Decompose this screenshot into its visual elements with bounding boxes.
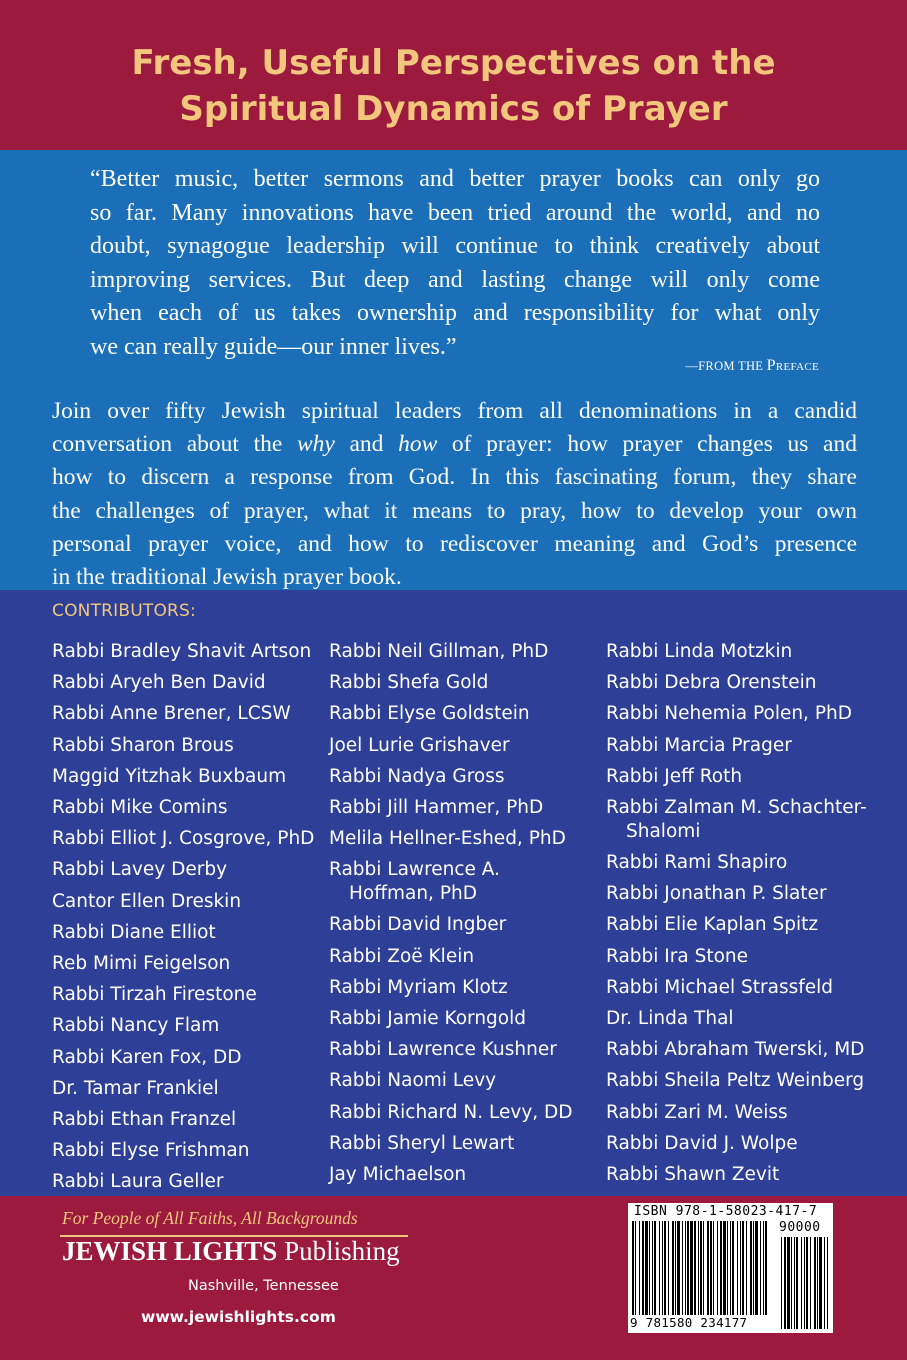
quote-line: when each of us takes ownership and responsibility for what only	[90, 300, 820, 326]
headline-line-2: Spiritual Dynamics of Prayer	[179, 89, 728, 129]
contributor-name: Rabbi Elyse Frishman	[52, 1140, 250, 1162]
contributor-name: Rabbi Lavey Derby	[52, 859, 228, 881]
quote-line: so far. Many innovations have been tried around the world, and no	[90, 199, 820, 226]
contributor-name: Rabbi Nancy Flam	[52, 1015, 220, 1037]
contributor-name: Rabbi Shefa Gold	[329, 672, 489, 694]
preface-quote	[90, 163, 820, 364]
contributor-name: Rabbi Karen Fox, DD	[52, 1046, 242, 1068]
contributor-name-wrapped	[606, 792, 886, 847]
contributor-name: Rabbi Sharon Brous	[52, 734, 234, 756]
contributor-name: Rabbi Lawrence Kushner	[329, 1039, 557, 1061]
headline-line-1: Fresh, Useful Perspectives on the	[131, 43, 776, 83]
attribution-source: Preface	[766, 357, 819, 374]
contributors-column-2	[329, 636, 609, 1190]
contributor-name: Rabbi Jamie Korngold	[329, 1008, 526, 1030]
description-line: in the traditional Jewish prayer book.	[52, 564, 402, 591]
publisher-suffix: Publishing	[277, 1236, 400, 1266]
contributor-name: Rabbi Nadya Gross	[329, 765, 505, 787]
contributor-name: Rabbi Zoë Klein	[329, 945, 475, 967]
contributor-name: Rabbi Abraham Twerski, MD	[606, 1039, 865, 1061]
contributor-name-second-line: Shalomi	[626, 821, 701, 843]
description-emphasis-why: why	[296, 431, 335, 458]
contributor-name: Jay Michaelson	[329, 1164, 467, 1186]
contributor-name: Melila Hellner-Eshed, PhD	[329, 828, 566, 850]
contributor-name: Dr. Tamar Frankiel	[52, 1077, 219, 1099]
description-text: of prayer: how prayer changes us and	[437, 431, 857, 458]
contributor-name: Maggid Yitzhak Buxbaum	[52, 765, 287, 787]
description-line: the challenges of prayer, what it means to pray, how to develop your own	[52, 497, 857, 524]
contributor-name: Rabbi Shawn Zevit	[606, 1164, 780, 1186]
description-text: and	[334, 431, 399, 458]
contributor-name: Rabbi Mike Comins	[52, 797, 228, 819]
quote-line: “Better music, better sermons and better prayer books can only go	[90, 166, 820, 192]
contributor-name: Reb Mimi Feigelson	[52, 953, 231, 975]
contributor-name: Rabbi Neil Gillman, PhD	[329, 641, 549, 662]
contributor-name-wrapped	[329, 854, 609, 909]
isbn-number: ISBN 978-1-58023-417-7	[634, 1204, 818, 1219]
contributor-name: Rabbi Jill Hammer, PhD	[329, 797, 544, 819]
quote-line: we can really guide—our inner lives.”	[90, 333, 457, 360]
attribution-prefix: —FROM THE	[685, 359, 767, 373]
description-text: conversation about the	[52, 431, 297, 458]
barcode-digits: 9 781580 234177	[630, 1315, 748, 1330]
publisher-brand: JEWISH LIGHTS	[62, 1236, 278, 1266]
contributor-name: Rabbi Ira Stone	[606, 945, 748, 967]
contributor-name: Cantor Ellen Dreskin	[52, 890, 242, 912]
contributor-name-first-line: Rabbi Zalman M. Schachter-	[606, 797, 867, 819]
description-line: Join over fifty Jewish spiritual leaders from all denominations in a candid	[52, 398, 857, 424]
publisher-name	[62, 1236, 400, 1267]
description-line: personal prayer voice, and how to rediscover meaning and God’s presence	[52, 530, 857, 557]
contributor-name: Joel Lurie Grishaver	[329, 734, 510, 756]
contributor-name: Rabbi Myriam Klotz	[329, 976, 508, 998]
contributors-column-1	[52, 636, 332, 1198]
cover-headline	[0, 40, 907, 132]
quote-attribution	[685, 357, 819, 375]
contributor-name: Rabbi Elie Kaplan Spitz	[606, 914, 819, 936]
contributor-name: Rabbi Elyse Goldstein	[329, 703, 530, 725]
contributor-name-first-line: Rabbi Lawrence A.	[329, 859, 501, 881]
contributor-name: Rabbi David Ingber	[329, 914, 507, 936]
contributor-name: Rabbi Tirzah Firestone	[52, 984, 257, 1006]
description-line	[52, 428, 857, 461]
description-line: how to discern a response from God. In this fascinating forum, they share	[52, 464, 857, 491]
contributor-name: Rabbi Naomi Levy	[329, 1070, 497, 1092]
contributor-name: Rabbi Sheryl Lewart	[329, 1132, 515, 1154]
publisher-tagline: For People of All Faiths, All Backgrounds	[62, 1208, 358, 1228]
contributor-name: Rabbi Bradley Shavit Artson	[52, 641, 312, 662]
contributor-name: Rabbi Laura Geller	[52, 1171, 224, 1193]
contributor-name: Rabbi Linda Motzkin	[606, 641, 793, 662]
contributor-name-second-line: Hoffman, PhD	[349, 883, 477, 905]
contributors-heading: CONTRIBUTORS:	[52, 601, 196, 621]
contributor-name: Rabbi Zari M. Weiss	[606, 1101, 788, 1123]
contributor-name: Rabbi Michael Strassfeld	[606, 976, 834, 998]
contributor-name: Rabbi David J. Wolpe	[606, 1132, 798, 1154]
publisher-city: Nashville, Tennessee	[188, 1278, 339, 1294]
contributor-name: Rabbi Ethan Franzel	[52, 1109, 237, 1131]
contributor-name: Rabbi Jeff Roth	[606, 765, 743, 787]
contributor-name: Rabbi Anne Brener, LCSW	[52, 703, 291, 725]
contributors-column-3	[606, 636, 886, 1190]
quote-line: improving services. But deep and lasting change will only come	[90, 266, 820, 293]
book-description	[52, 395, 857, 594]
publisher-website[interactable]: www.jewishlights.com	[141, 1308, 336, 1326]
barcode-bars	[628, 1203, 833, 1333]
contributor-name: Rabbi Nehemia Polen, PhD	[606, 703, 852, 725]
contributor-name: Rabbi Elliot J. Cosgrove, PhD	[52, 828, 315, 850]
contributor-name: Rabbi Richard N. Levy, DD	[329, 1101, 573, 1123]
contributor-name: Rabbi Debra Orenstein	[606, 672, 817, 694]
contributor-name: Rabbi Jonathan P. Slater	[606, 883, 827, 905]
description-emphasis-how: how	[398, 431, 438, 458]
contributor-name: Rabbi Rami Shapiro	[606, 852, 788, 874]
contributor-name: Rabbi Diane Elliot	[52, 921, 216, 943]
quote-line: doubt, synagogue leadership will continue to think creatively about	[90, 233, 820, 259]
contributor-name: Dr. Linda Thal	[606, 1008, 734, 1030]
contributor-name: Rabbi Sheila Peltz Weinberg	[606, 1070, 865, 1092]
contributor-name: Rabbi Marcia Prager	[606, 734, 792, 756]
isbn-barcode	[628, 1203, 833, 1333]
contributor-name: Rabbi Aryeh Ben David	[52, 672, 266, 694]
price-addon-number: 90000	[779, 1220, 821, 1235]
